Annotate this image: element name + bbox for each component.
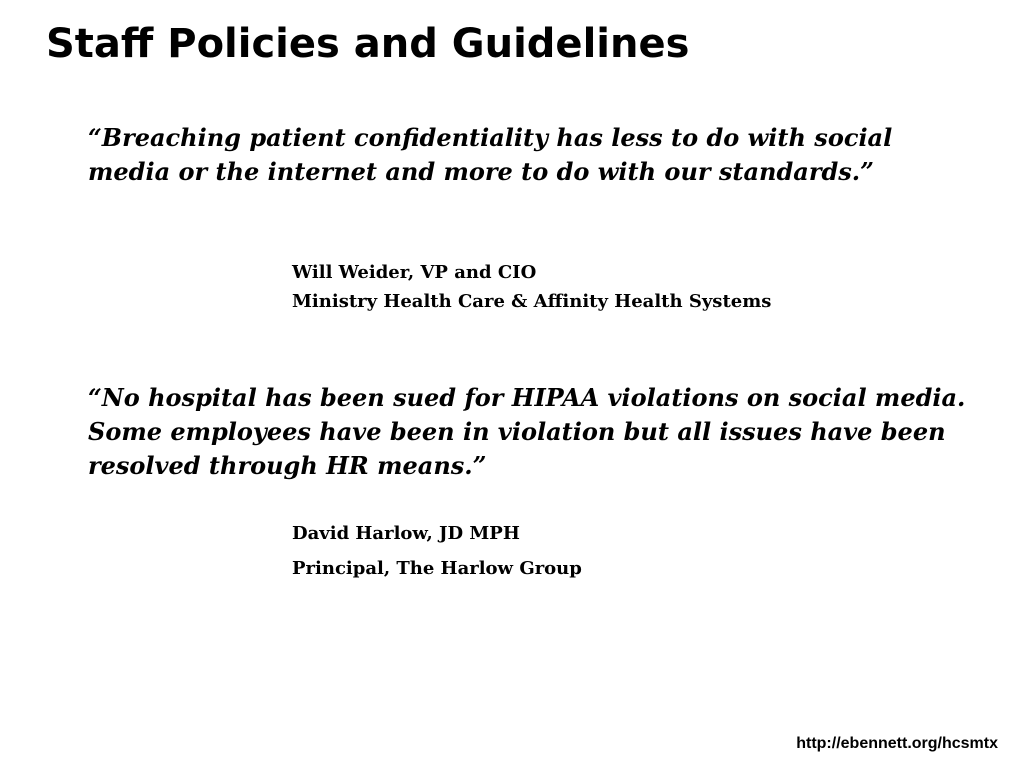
attribution-name: Will Weider, VP and CIO: [292, 262, 537, 283]
attribution-affiliation: Ministry Health Care & Affinity Health Systems: [292, 291, 772, 312]
attribution-name: David Harlow, JD MPH: [292, 523, 520, 544]
slide-title: Staff Policies and Guidelines: [46, 21, 690, 67]
attribution-affiliation: Principal, The Harlow Group: [292, 558, 582, 579]
attribution-weider: [292, 258, 771, 316]
quote-harlow: “No hospital has been sued for HIPAA violations on social media. Some employees have been in violation but all issues have been resolved through HR means.”: [88, 383, 966, 480]
quote-weider: “Breaching patient confidentiality has less to do with social media or the internet and more to do with our standards.”: [88, 123, 893, 186]
attribution-harlow: [292, 516, 582, 586]
source-link[interactable]: http://ebennett.org/hcsmtx: [796, 735, 998, 752]
